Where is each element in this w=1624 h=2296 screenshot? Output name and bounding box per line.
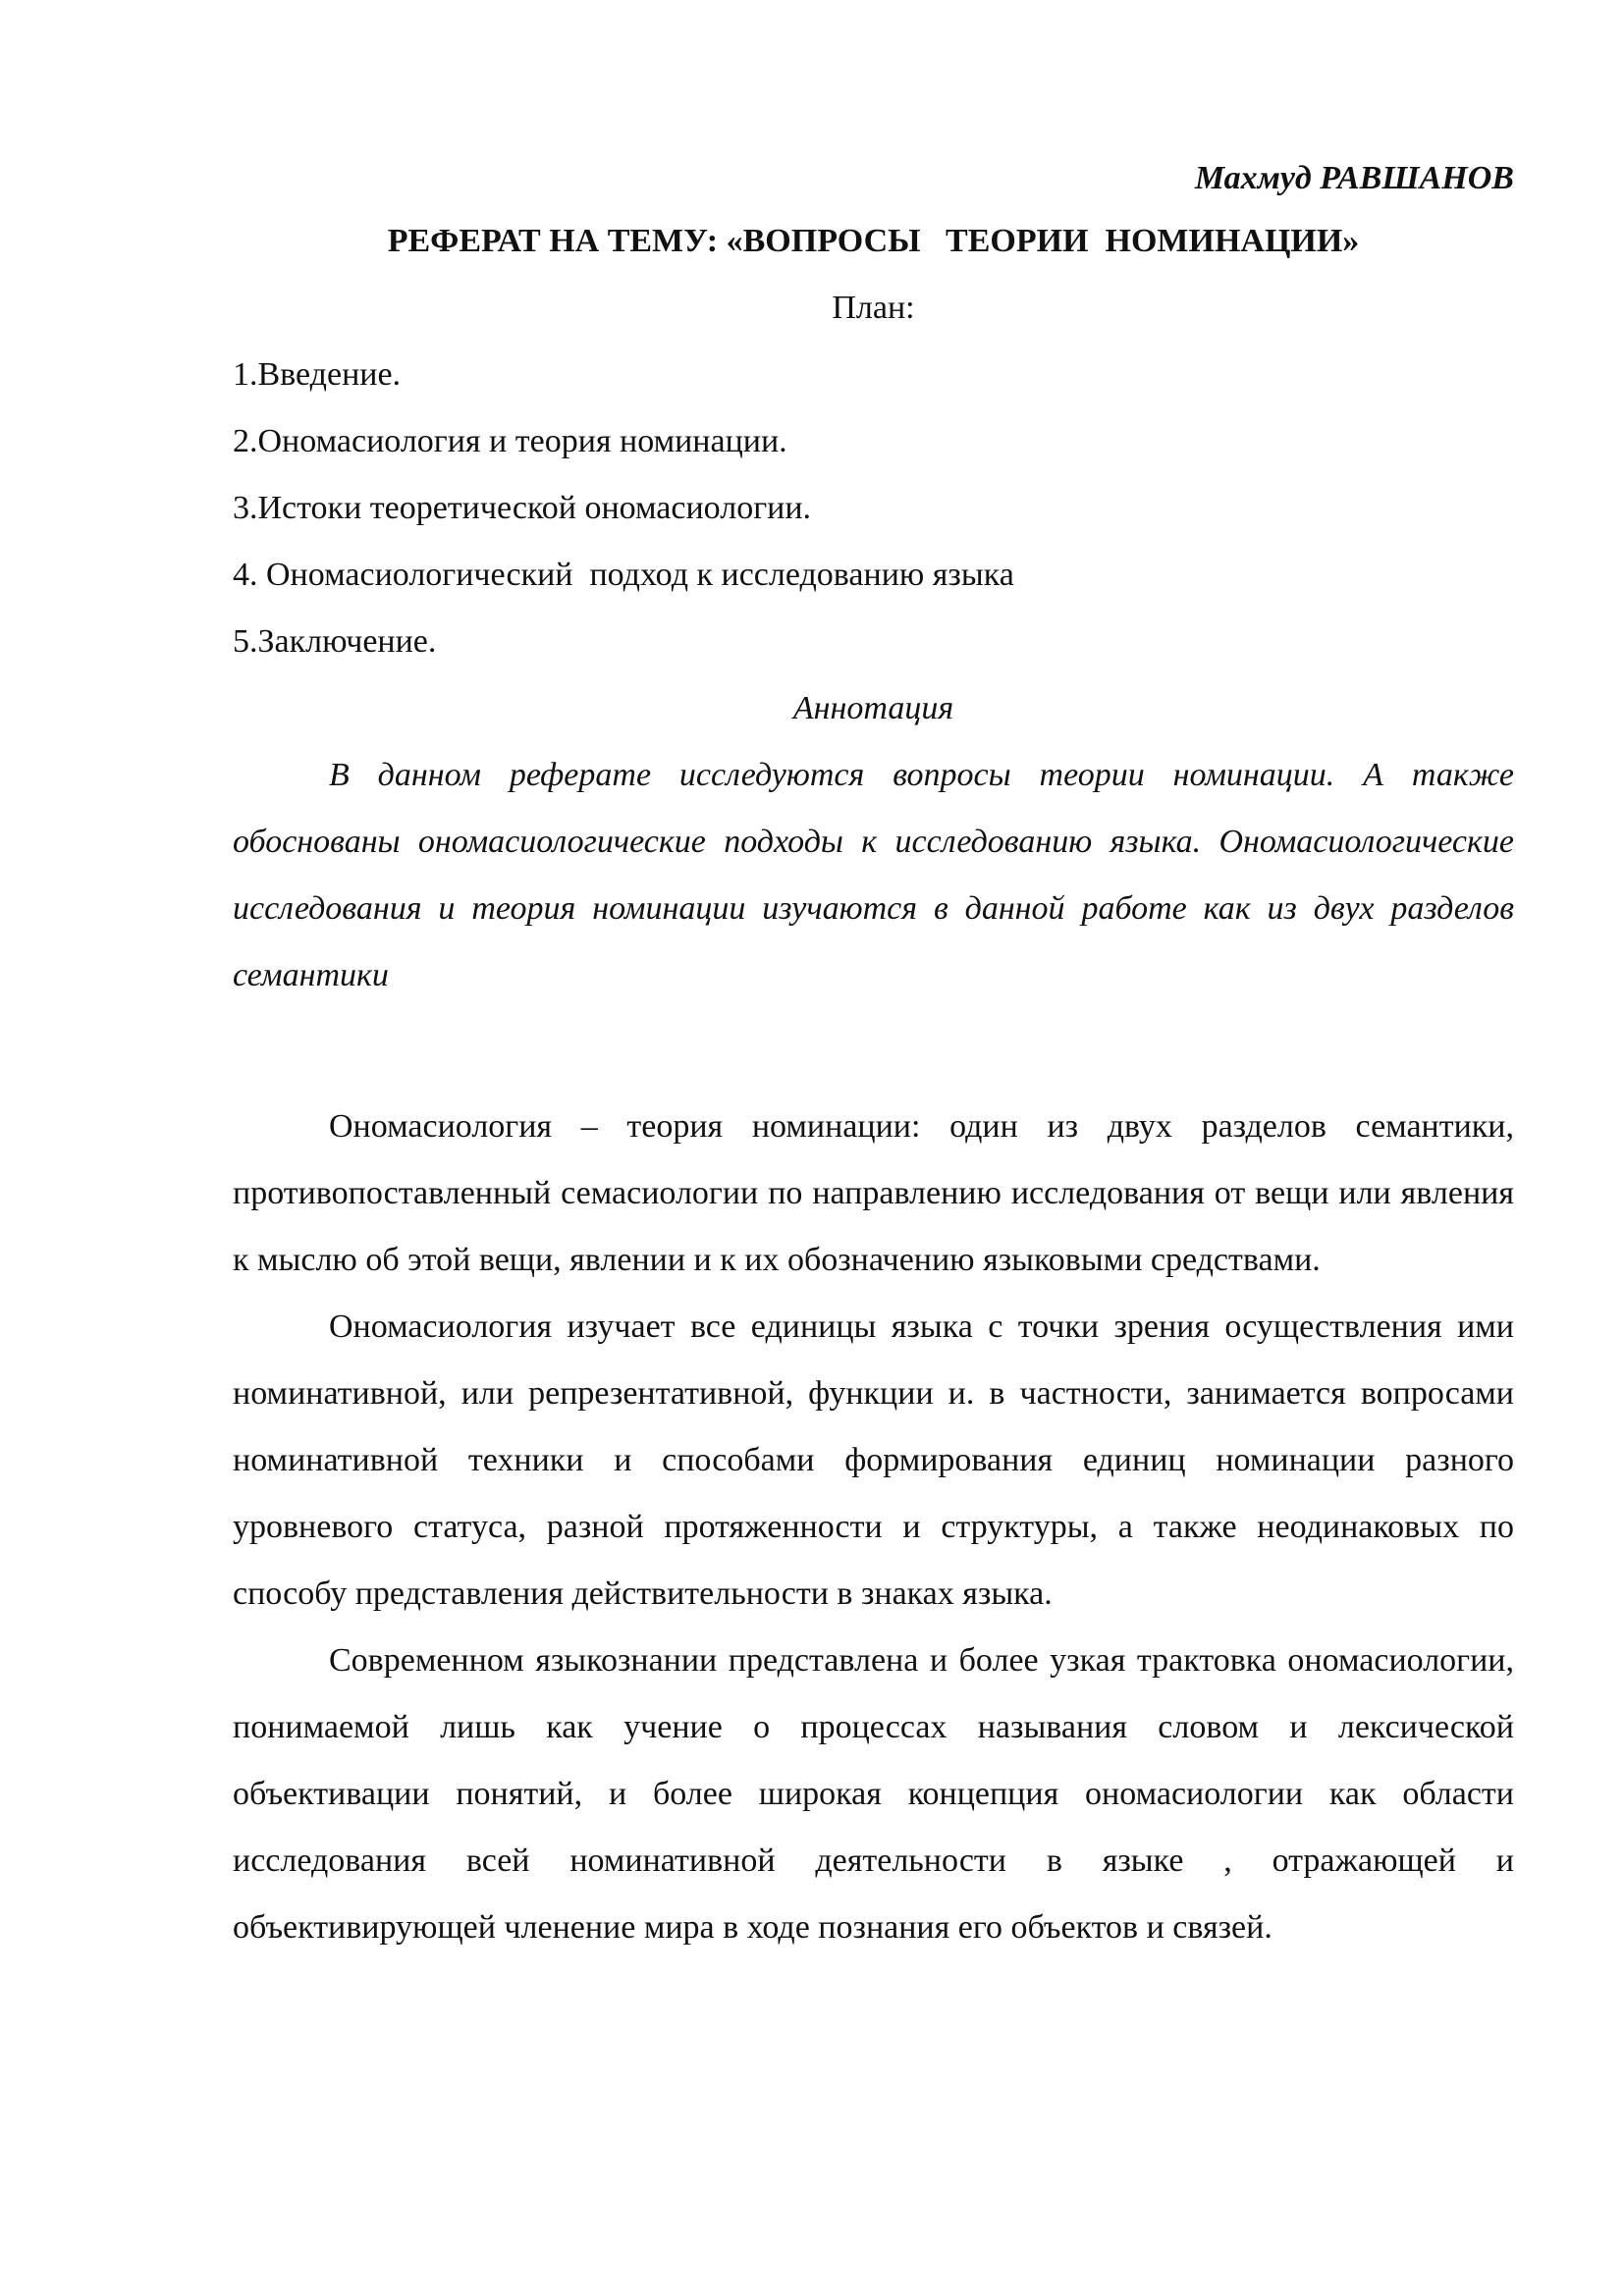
plan-item-introduction: 1.Введение. [233, 356, 402, 393]
document-title: РЕФЕРАТ НА ТЕМУ: «ВОПРОСЫ ТЕОРИИ НОМИНАЦИИ» [387, 223, 1360, 259]
annotation-heading: Аннотация [792, 690, 954, 726]
section-spacer [233, 1009, 1514, 1094]
plan-heading: План: [832, 290, 915, 326]
author-name: Махмуд РАВШАНОВ [1194, 160, 1514, 196]
plan-item-origins: 3.Истоки теоретической ономасиологии. [233, 490, 812, 526]
plan-item-approach: 4. Ономасиологический подход к исследованию языка [233, 557, 1014, 593]
body-paragraph-1: Ономасиология – теория номинации: один из двух разделов семантики, противопоставленный семасиологии по направлению исследования от вещи или явления к мыслю об этой вещи, явлении и к их обозначению языковыми средствами. [233, 1108, 1514, 1278]
body-paragraph-3: Современном языкознании представлена и более узкая трактовка ономасиологии, понимаемой лишь как учение о процессах называния словом и лексической объективации понятий, и более широкая концепция ономасиологии как области исследования всей номинативной деятельности в языке , отражающей и объективирующей членение мира в ходе познания его объектов и связей. [233, 1642, 1514, 1946]
plan-list [233, 342, 1514, 675]
plan-item-conclusion: 5.Заключение. [233, 623, 437, 660]
document-content [233, 149, 1514, 1961]
body-paragraph-2: Ономасиология изучает все единицы языка с точки зрения осуществления ими номинативной, или репрезентативной, функции и. в частности, занимается вопросами номинативной техники и способами формирования единиц номинации разного уровневого статуса, разной протяженности и структуры, а также неодинаковых по способу представления действительности в знаках языка. [233, 1308, 1514, 1612]
annotation-text: В данном реферате исследуются вопросы теории номинации. А также обоснованы ономасиологические подходы к исследованию языка. Ономасиологические исследования и теория номинации изучаются в данной работе как из двух разделов семантики [233, 757, 1514, 993]
plan-item-onomasiology: 2.Ономасиология и теория номинации. [233, 423, 787, 459]
